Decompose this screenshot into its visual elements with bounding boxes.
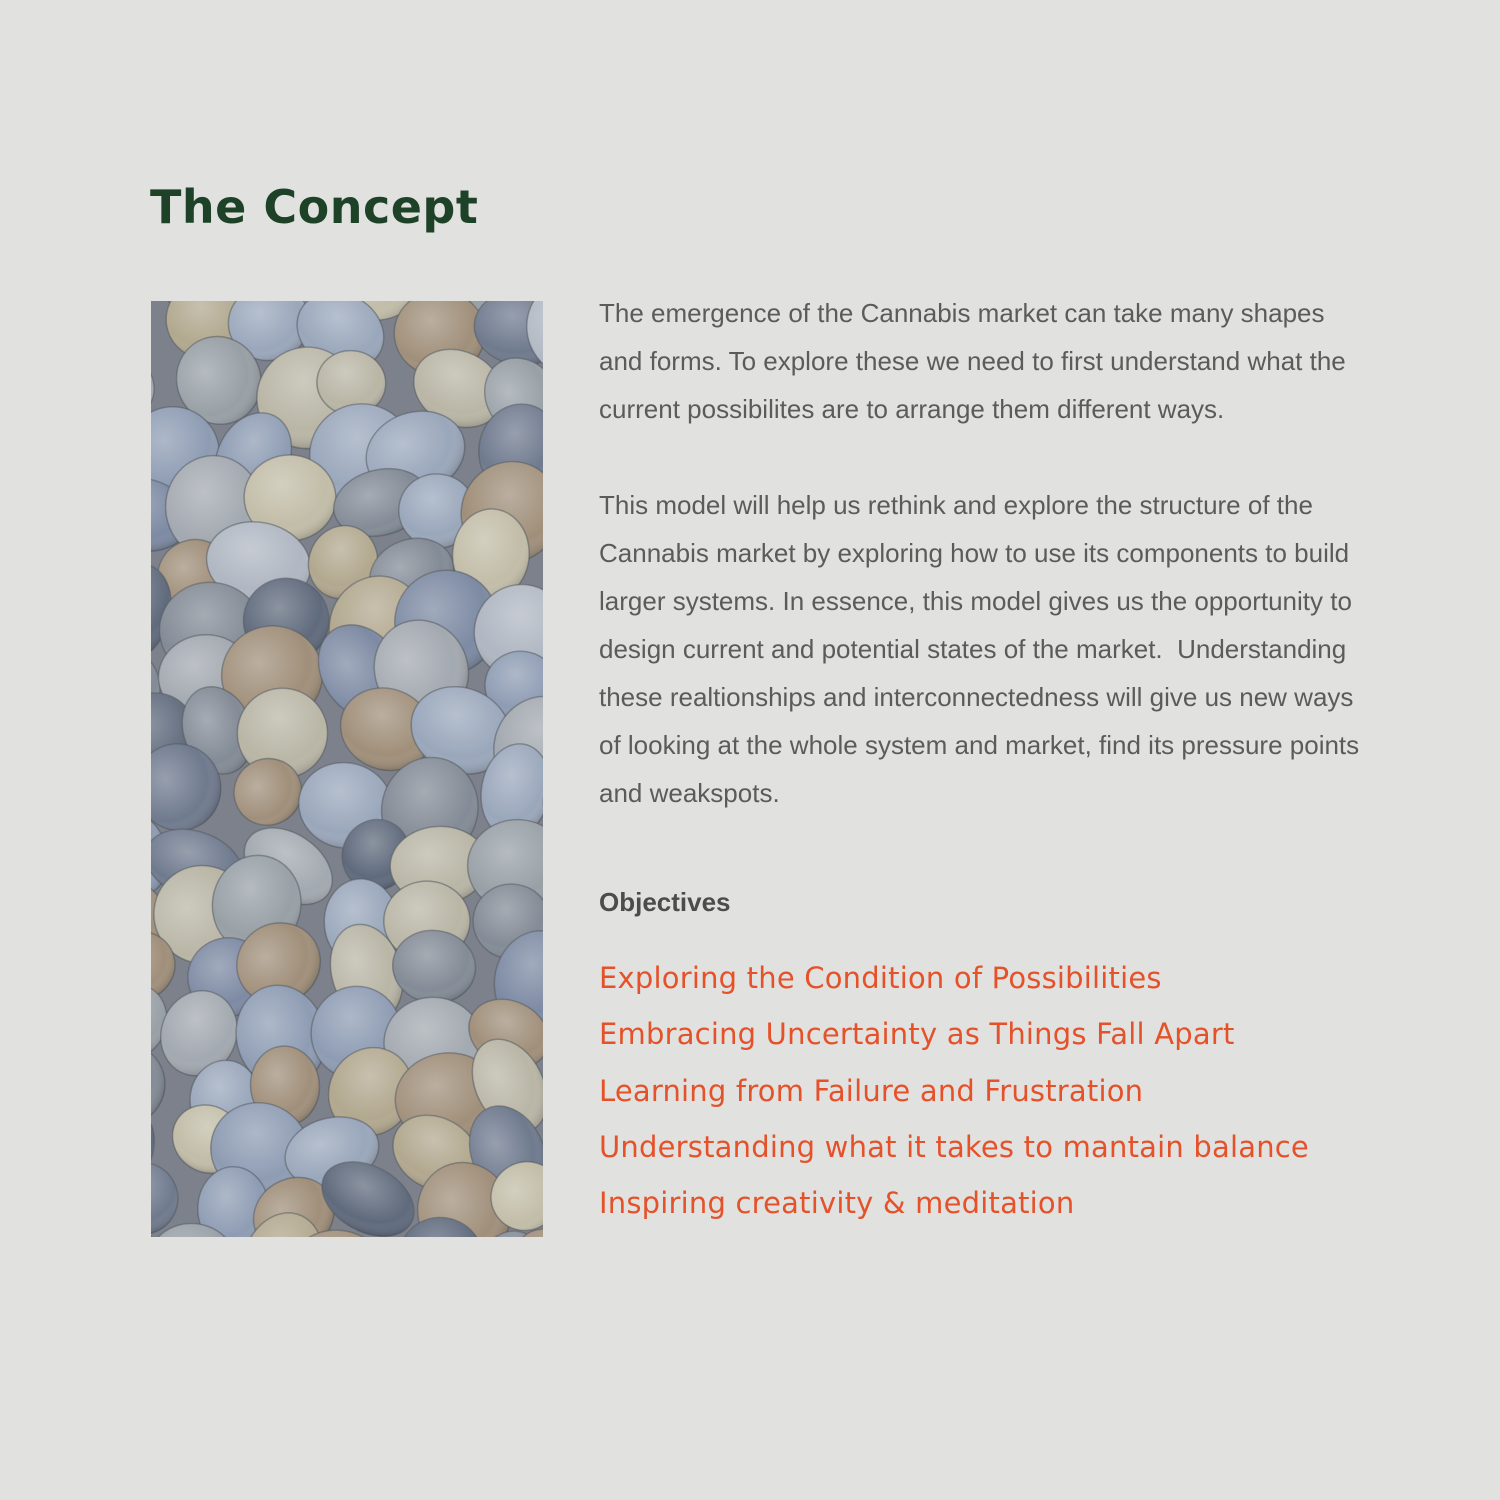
objective-item: Learning from Failure and Frustration (599, 1073, 1144, 1108)
objective-item: Inspiring creativity & meditation (599, 1186, 1075, 1221)
river-stones-image (151, 301, 543, 1237)
text-line: these realtionships and interconnectedness will give us new ways (599, 682, 1354, 712)
text-line: and forms. To explore these we need to first understand what the (599, 346, 1346, 376)
text-line: and weakspots. (599, 778, 780, 808)
objective-item: Understanding what it takes to mantain balance (599, 1129, 1309, 1164)
page-title: The Concept (150, 180, 479, 234)
text-line: The emergence of the Cannabis market can take many shapes (599, 298, 1325, 328)
objective-item: Exploring the Condition of Possibilities (599, 961, 1162, 995)
intro-paragraph-1 (599, 289, 1399, 433)
text-line: of looking at the whole system and market, find its pressure points (599, 730, 1360, 760)
text-line: larger systems. In essence, this model gives us the opportunity to (599, 586, 1352, 616)
objectives-list (599, 950, 1309, 1231)
objectives-heading: Objectives (599, 887, 731, 917)
text-line: This model will help us rethink and explore the structure of the (599, 490, 1313, 520)
intro-text (599, 289, 1399, 817)
text-line: current possibilites are to arrange them different ways. (599, 394, 1225, 424)
text-line: Cannabis market by exploring how to use its components to build (599, 538, 1350, 568)
objective-item: Embracing Uncertainty as Things Fall Apart (599, 1017, 1235, 1052)
text-line: design current and potential states of the market. Understanding (599, 634, 1347, 664)
intro-paragraph-2 (599, 481, 1399, 817)
